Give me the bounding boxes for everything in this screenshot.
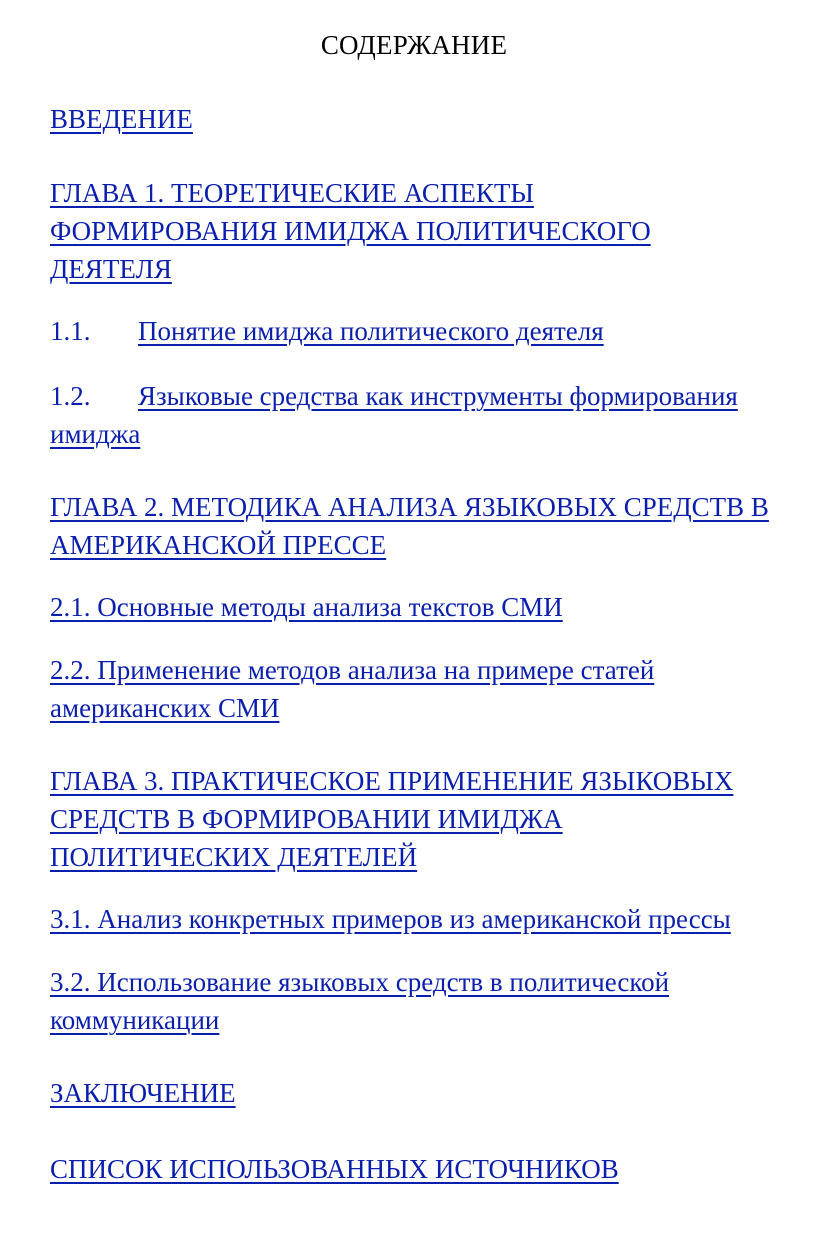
toc-entry-conclusion	[50, 1074, 790, 1112]
section-number: 1.2.	[50, 381, 91, 411]
toc-entry-references	[50, 1150, 790, 1188]
toc-link-intro[interactable]: ВВЕДЕНИЕ	[50, 104, 193, 134]
toc-link-section-1-2[interactable]	[50, 381, 738, 449]
section-title: Понятие имиджа политического деятеля	[138, 316, 604, 346]
toc-entry-section-2-1	[50, 588, 790, 626]
toc-link-section-2-1[interactable]: 2.1. Основные методы анализа текстов СМИ	[50, 592, 563, 622]
section-number: 1.1.	[50, 316, 91, 346]
toc-entry-section-3-2	[50, 963, 730, 1039]
section-title: Языковые средства как инструменты формирования имиджа	[50, 381, 738, 449]
toc-link-chapter-2[interactable]: ГЛАВА 2. МЕТОДИКА АНАЛИЗА ЯЗЫКОВЫХ СРЕДСТВ В АМЕРИКАНСКОЙ ПРЕССЕ	[50, 492, 769, 560]
toc-title: СОДЕРЖАНИЕ	[320, 30, 508, 60]
toc-entry-intro	[50, 100, 790, 138]
toc-entry-chapter-3	[50, 762, 780, 876]
toc-link-chapter-1[interactable]: ГЛАВА 1. ТЕОРЕТИЧЕСКИЕ АСПЕКТЫ ФОРМИРОВАНИЯ ИМИДЖА ПОЛИТИЧЕСКОГО ДЕЯТЕЛЯ	[50, 178, 651, 284]
toc-link-section-3-1[interactable]: 3.1. Анализ конкретных примеров из американской прессы	[50, 904, 731, 934]
toc-entry-section-2-2	[50, 651, 710, 727]
toc-entry-section-3-1	[50, 900, 790, 938]
toc-entry-section-1-2	[50, 377, 780, 453]
toc-entry-chapter-2	[50, 488, 785, 564]
toc-entry-chapter-1	[50, 174, 710, 288]
toc-link-section-2-2[interactable]: 2.2. Применение методов анализа на примере статей американских СМИ	[50, 655, 655, 723]
toc-link-section-1-1[interactable]	[50, 316, 604, 346]
toc-link-references[interactable]: СПИСОК ИСПОЛЬЗОВАННЫХ ИСТОЧНИКОВ	[50, 1154, 619, 1184]
toc-link-chapter-3[interactable]: ГЛАВА 3. ПРАКТИЧЕСКОЕ ПРИМЕНЕНИЕ ЯЗЫКОВЫХ СРЕДСТВ В ФОРМИРОВАНИИ ИМИДЖА ПОЛИТИЧЕСКИХ ДЕЯТЕЛЕЙ	[50, 766, 734, 872]
toc-entry-section-1-1	[50, 312, 790, 350]
toc-link-section-3-2[interactable]: 3.2. Использование языковых средств в политической коммуникации	[50, 967, 670, 1035]
toc-link-conclusion[interactable]: ЗАКЛЮЧЕНИЕ	[50, 1078, 236, 1108]
